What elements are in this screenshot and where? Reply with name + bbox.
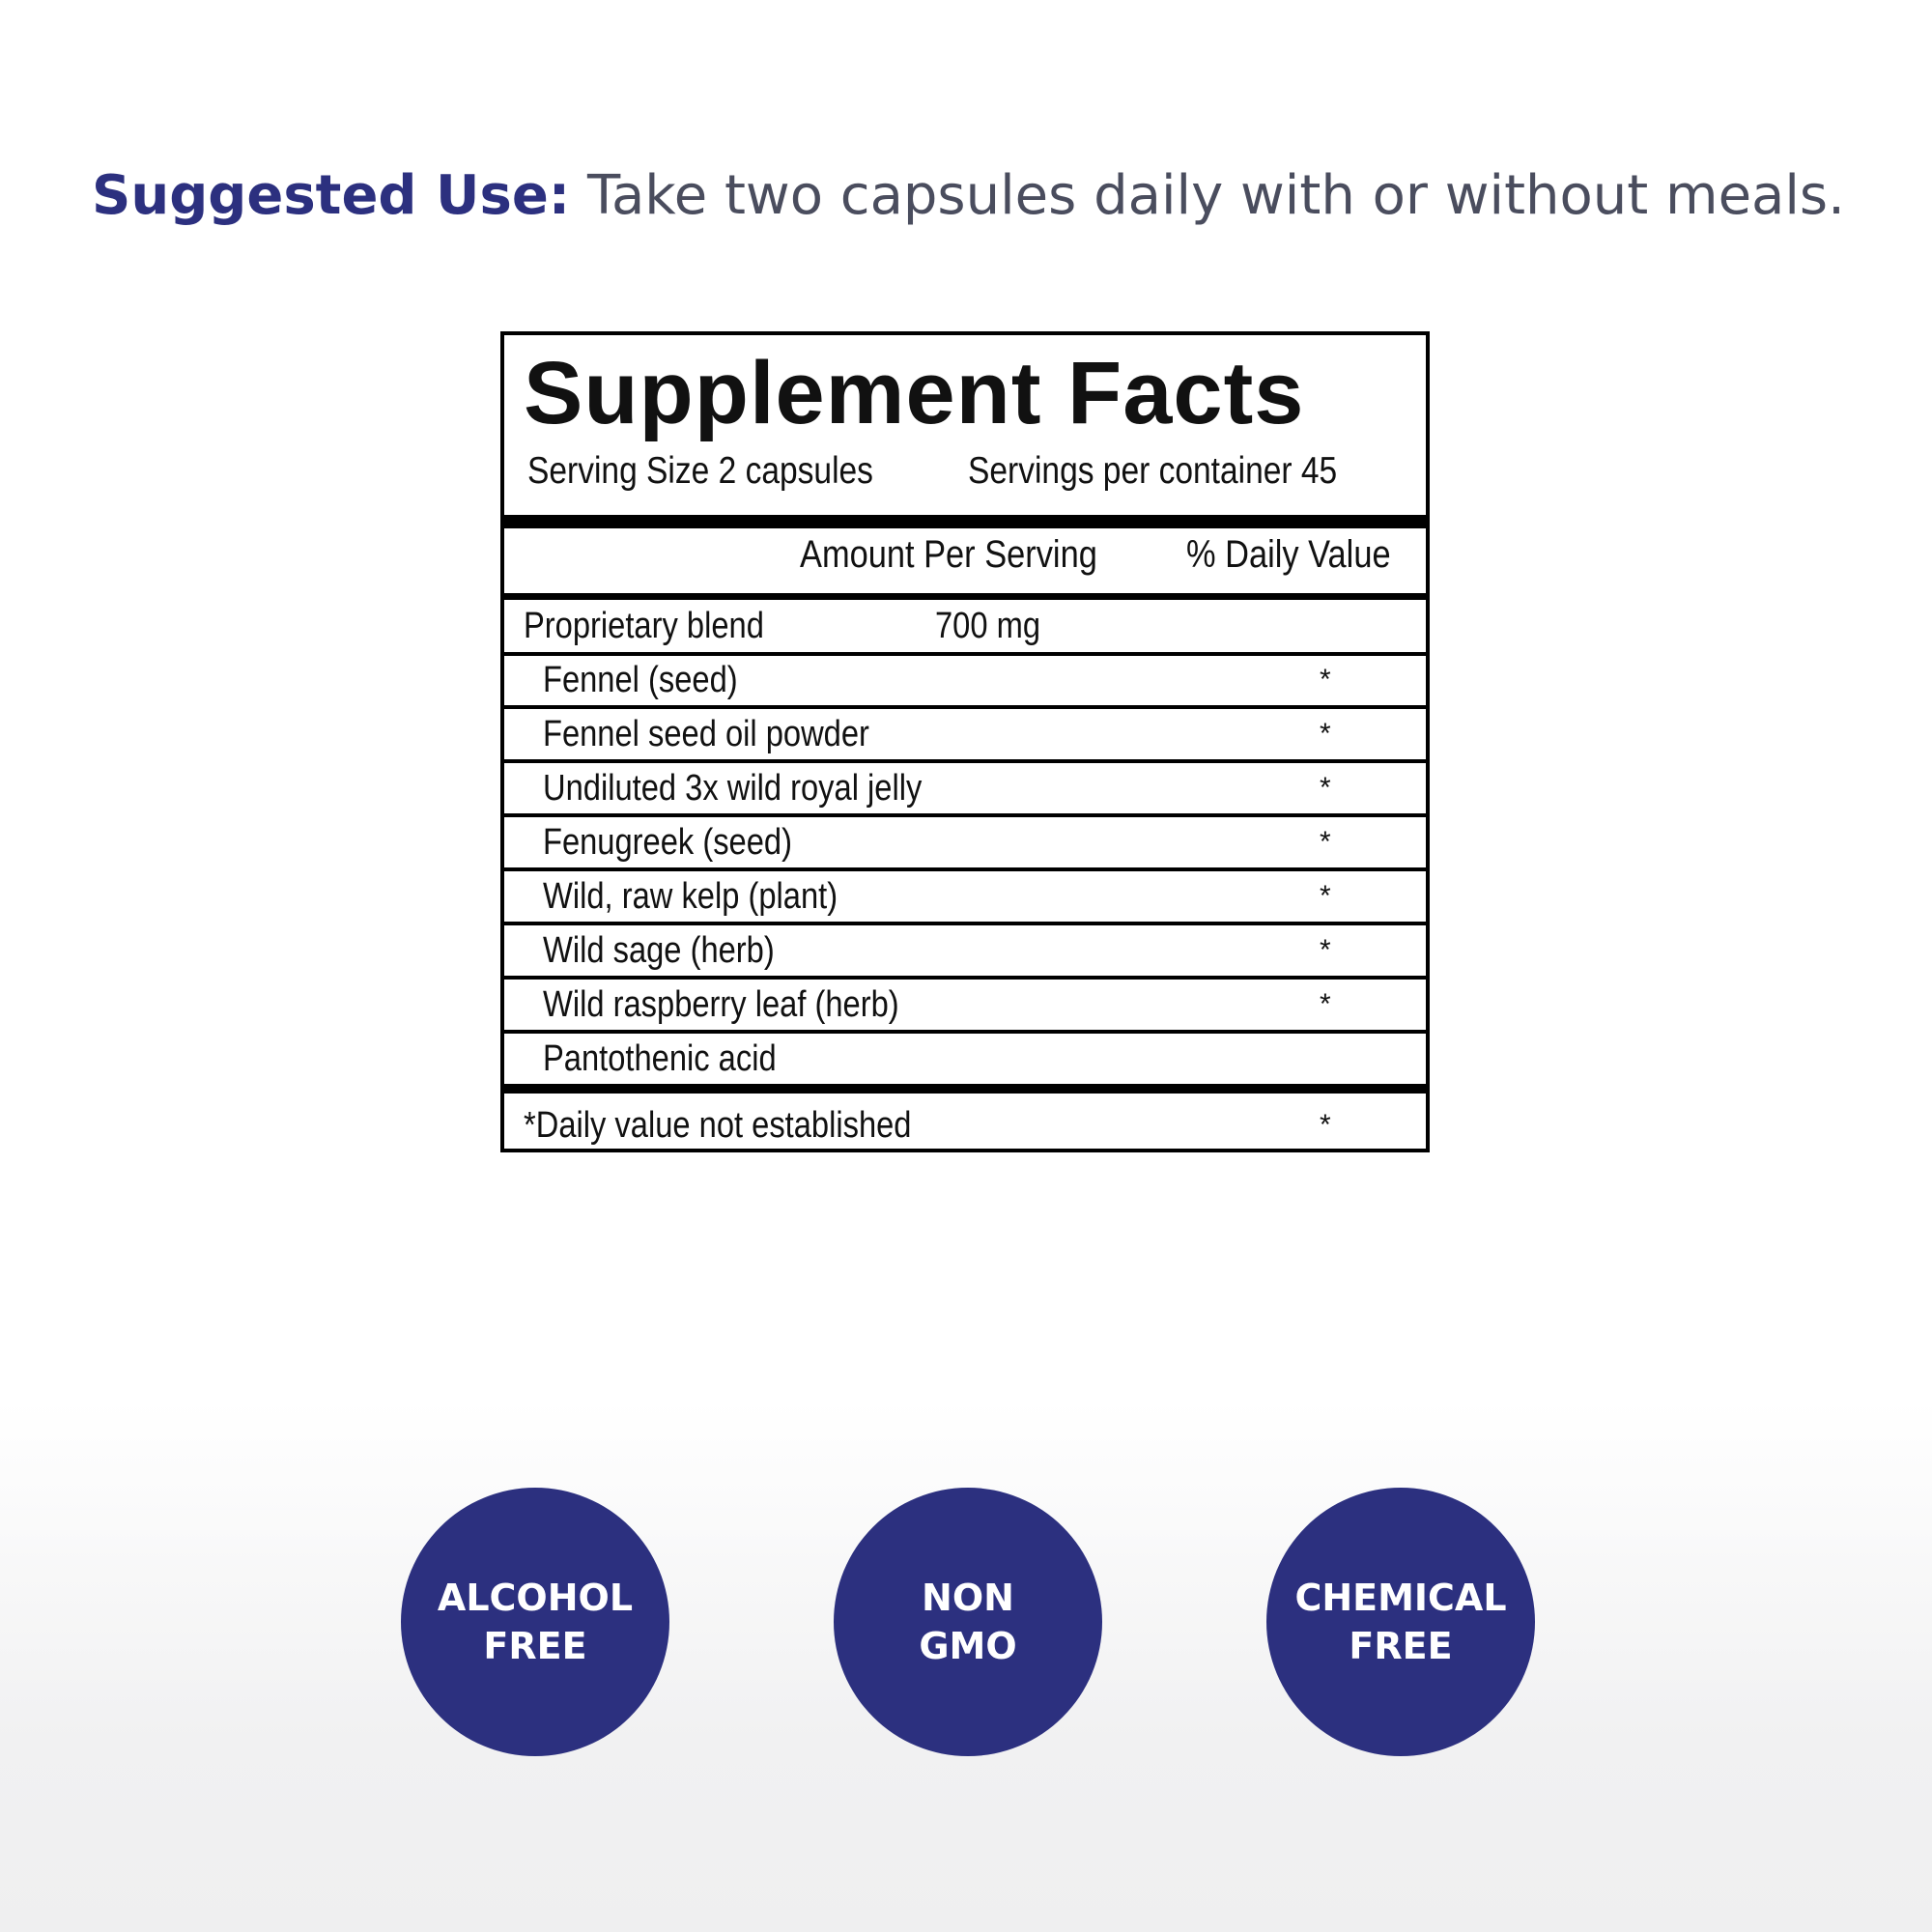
ingredient-dv: * bbox=[1320, 826, 1331, 858]
ingredient-name: Wild, raw kelp (plant) bbox=[543, 876, 838, 917]
badge-alcohol-free bbox=[401, 1488, 669, 1756]
badge-line: GMO bbox=[919, 1625, 1017, 1667]
ingredient-name: Wild raspberry leaf (herb) bbox=[543, 984, 899, 1025]
ingredient-name: Fenugreek (seed) bbox=[543, 822, 792, 863]
badge-line: ALCOHOL bbox=[437, 1577, 634, 1619]
row-divider bbox=[504, 813, 1426, 817]
row-divider bbox=[504, 867, 1426, 871]
serving-size: Serving Size 2 capsules bbox=[527, 450, 873, 492]
ingredient-name: Fennel seed oil powder bbox=[543, 714, 869, 754]
badge-line: CHEMICAL bbox=[1294, 1577, 1507, 1619]
divider-footer bbox=[504, 1084, 1426, 1094]
badge-non-gmo bbox=[834, 1488, 1102, 1756]
ingredient-name: Pantothenic acid bbox=[543, 1038, 777, 1079]
ingredient-dv: * bbox=[1320, 934, 1331, 966]
supplement-facts-panel bbox=[500, 331, 1430, 1152]
badge-chemical-free bbox=[1266, 1488, 1535, 1756]
badge-line: FREE bbox=[483, 1625, 587, 1667]
suggested-use bbox=[92, 162, 1889, 230]
ingredient-dv: * bbox=[1320, 988, 1331, 1020]
blend-amount: 700 mg bbox=[935, 606, 1041, 646]
header-amount-per-serving: Amount Per Serving bbox=[800, 533, 1097, 576]
suggested-use-text: Take two capsules daily with or without meals. bbox=[587, 164, 1845, 227]
row-divider bbox=[504, 1030, 1426, 1034]
ingredient-name: Fennel (seed) bbox=[543, 660, 738, 700]
blend-name: Proprietary blend bbox=[524, 606, 764, 646]
divider-header bbox=[504, 593, 1426, 600]
badge-line: FREE bbox=[1349, 1625, 1453, 1667]
ingredient-name: Undiluted 3x wild royal jelly bbox=[543, 768, 923, 809]
suggested-use-label: Suggested Use: bbox=[92, 164, 571, 227]
footnote: *Daily value not established bbox=[524, 1105, 912, 1146]
ingredient-name: Wild sage (herb) bbox=[543, 930, 775, 971]
servings-per-container: Servings per container 45 bbox=[968, 450, 1338, 492]
row-divider bbox=[504, 652, 1426, 656]
row-divider bbox=[504, 922, 1426, 925]
divider-thick bbox=[504, 515, 1426, 528]
ingredient-dv: * bbox=[1320, 772, 1331, 804]
row-divider bbox=[504, 976, 1426, 980]
ingredient-dv: * bbox=[1320, 880, 1331, 912]
row-divider bbox=[504, 759, 1426, 763]
badge-line: NON bbox=[922, 1577, 1014, 1619]
footnote-dv: * bbox=[1320, 1109, 1331, 1141]
ingredient-dv: * bbox=[1320, 718, 1331, 750]
header-daily-value: % Daily Value bbox=[1186, 533, 1391, 576]
ingredient-dv: * bbox=[1320, 664, 1331, 696]
facts-title: Supplement Facts bbox=[524, 344, 1305, 442]
row-divider bbox=[504, 705, 1426, 709]
